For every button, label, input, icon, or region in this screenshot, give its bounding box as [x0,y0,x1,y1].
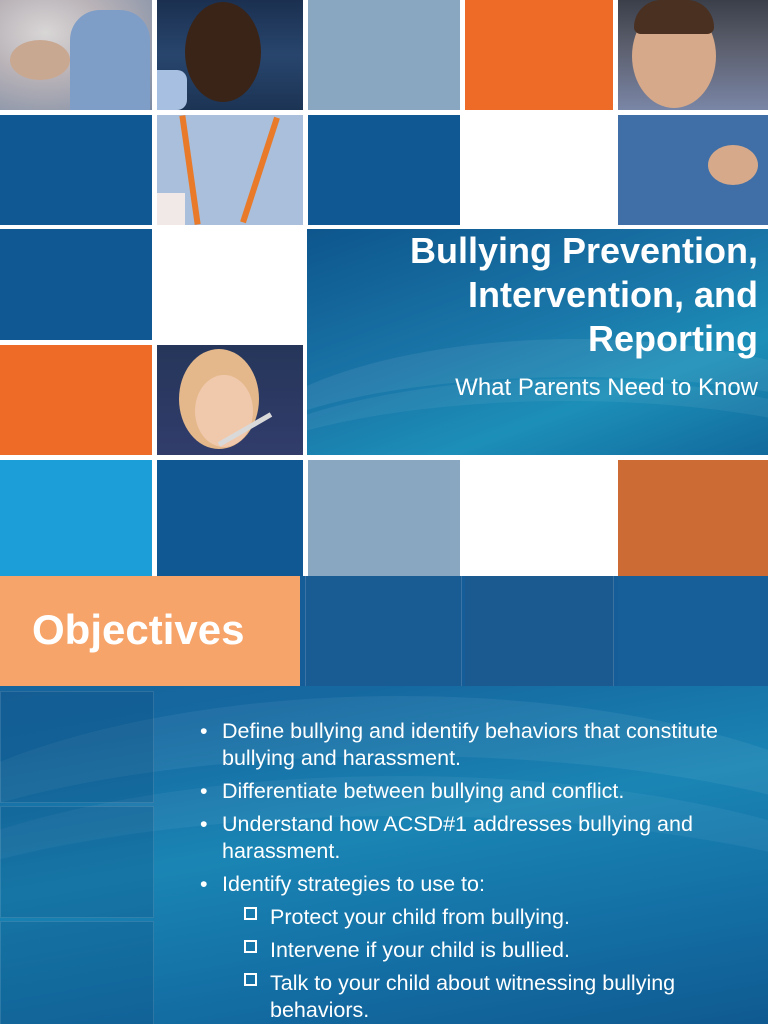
classroom-photo [0,0,152,110]
color-tile [465,115,613,225]
color-tile [308,460,460,576]
objectives-list [200,718,760,1024]
objectives-heading: Objectives [32,606,245,653]
left-column-tile [0,806,154,918]
color-tile [0,229,152,340]
color-tile [465,0,613,110]
boy-photo-top [157,0,303,110]
color-tile [308,0,460,110]
color-tile [0,345,152,455]
color-tile [0,115,152,225]
objectives-header-box [0,576,300,686]
sub-bullet-item [200,904,760,931]
color-tile [308,115,460,225]
left-column-tile [0,921,154,1024]
sub-bullet-text: Talk to your child about witnessing bullying behaviors. [270,971,676,1022]
bullet-item: • Define bullying and identify behaviors that constitute bullying and harassment. [200,718,760,772]
checkbox-icon [244,940,257,953]
sub-bullet-text: Intervene if your child is bullied. [270,938,570,962]
sub-bullet-item [200,970,760,1024]
sub-bullet-item [200,937,760,964]
flute-girl-photo [157,345,303,455]
bullet-item: • Identify strategies to use to: [200,871,760,898]
child-photo-top [618,0,768,110]
color-tile [618,460,768,576]
sub-bullet-text: Protect your child from bullying. [270,905,570,929]
checkbox-icon [244,907,257,920]
boy-photo-bottom [157,115,303,225]
child-photo-bottom [618,115,768,225]
left-column-tile [0,691,154,803]
slide-subtitle: What Parents Need to Know [455,374,758,401]
checkbox-icon [244,973,257,986]
objectives-slide [0,576,768,1024]
color-tile [0,460,152,576]
color-tile [157,460,303,576]
color-tile [157,229,303,340]
color-tile [465,460,613,576]
bullet-item: • Differentiate between bullying and conflict. [200,778,760,805]
title-panel [307,229,768,455]
bullet-item: • Understand how ACSD#1 addresses bullying and harassment. [200,811,760,865]
slide-title: Bullying Prevention, Intervention, and Reporting [409,230,758,359]
